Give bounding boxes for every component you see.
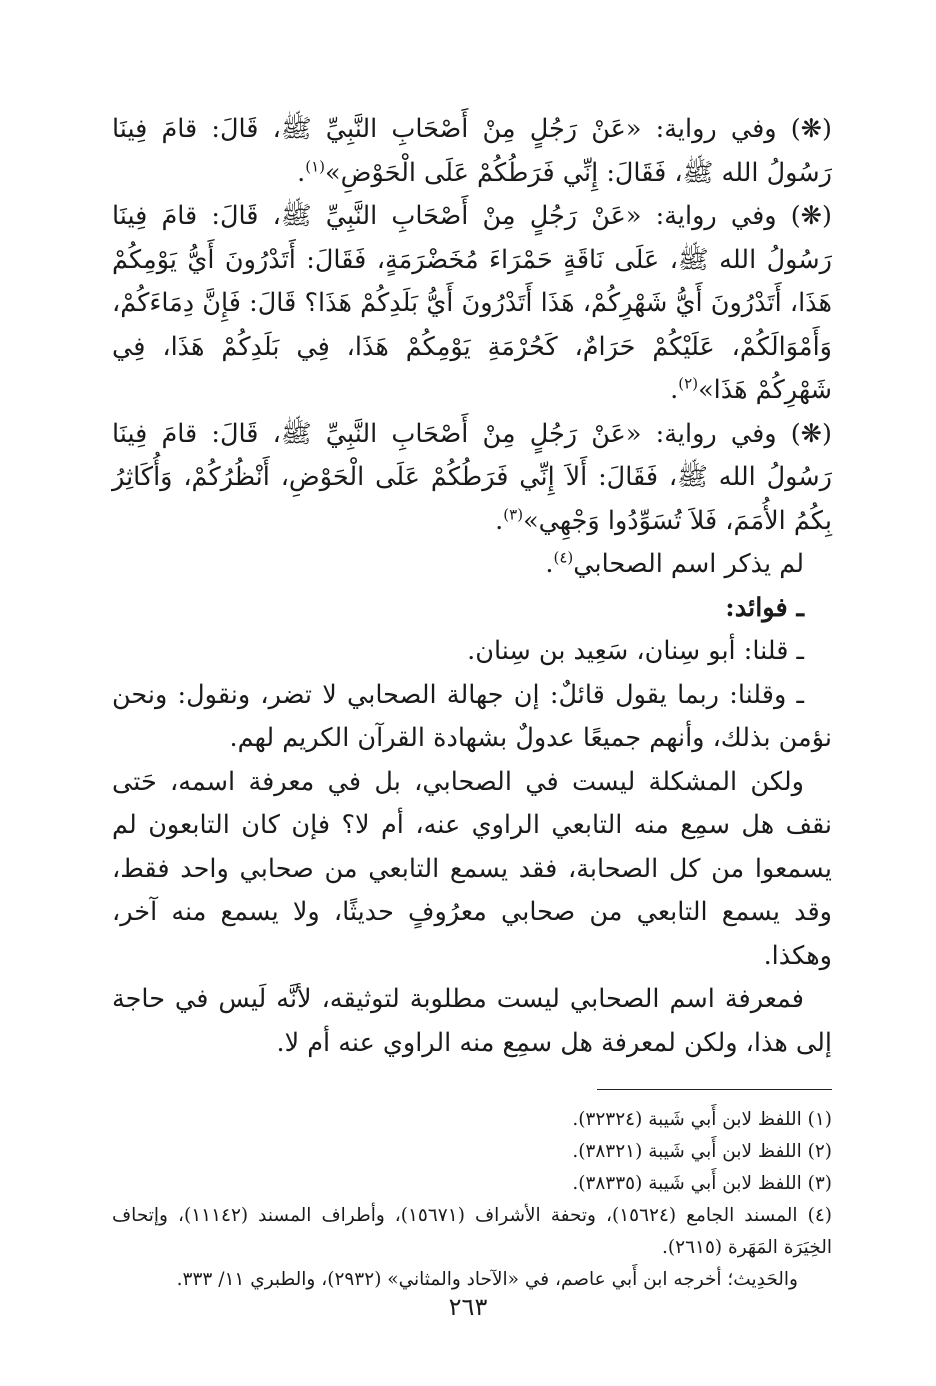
paragraph-hadith-1: (❋) وفي رواية: «عَنْ رَجُلٍ مِنْ أَصْحَابِ النَّبِيِّ ﷺ، قَالَ: قامَ فِينَا رَسُولُ الله ﷺ، فَقَالَ: إِنِّي فَرَطُكُمْ عَلَى الْحَوْضِ»$^{(١)}$.	[112, 114, 832, 188]
paragraph-hadith-3: (❋) وفي رواية: «عَنْ رَجُلٍ مِنْ أَصْحَابِ النَّبِيِّ ﷺ، قَالَ: قامَ فِينَا رَسُولُ الله ﷺ، فَقَالَ: أَلاَ إِنِّي فَرَطُكُمْ عَلَى الْحَوْضِ، أَنْظُرُكُمْ، وَأُكَاثِرُ بِكُمُ الأُمَمَ، فَلاَ تُسَوِّدُوا وَجْهِي»$^{(٣)}$.	[112, 418, 832, 536]
paragraph-text: (❋) وفي رواية: «عَنْ رَجُلٍ مِنْ أَصْحَابِ النَّبِيِّ ﷺ، قَالَ: قامَ فِينَا رَسُولُ الله ﷺ، فَقَالَ: إِنِّي فَرَطُكُمْ عَلَى الْحَوْضِ»	[112, 114, 832, 188]
footnote-ref[interactable]: (٤)	[553, 548, 574, 567]
section-heading-fawaid: ـ فوائد:	[725, 592, 804, 623]
paragraph-hadith-2: (❋) وفي رواية: «عَنْ رَجُلٍ مِنْ أَصْحَابِ النَّبِيِّ ﷺ، قَالَ: قامَ فِينَا رَسُولُ الله ﷺ، عَلَى نَاقَةٍ حَمْرَاءَ مُخَضْرَمَةٍ، فَقَالَ: أَتَدْرُونَ أَيُّ يَوْمِكُمْ هَذَا، أَتَدْرُونَ أَيُّ شَهْرِكُمْ، هَذَا أَتَدْرُونَ أَيُّ بَلَدِكُمْ هَذَا؟ قَالَ: فَإِنَّ دِمَاءَكُمْ، وَأَمْوَالَكُمْ، عَلَيْكُمْ حَرَامٌ، كَحُرْمَةِ يَوْمِكُمْ هَذَا، فِي بَلَدِكُمْ هَذَا، فِي شَهْرِكُمْ هَذَا»$^{(٢)}$.	[112, 201, 832, 405]
footnotes	[112, 1104, 832, 1296]
footnote-2: (٢) اللفظ لابن أَبي شَيبة (٣٨٣٢١).	[572, 1141, 832, 1162]
paragraph-text: (❋) وفي رواية: «عَنْ رَجُلٍ مِنْ أَصْحَابِ النَّبِيِّ ﷺ، قَالَ: قامَ فِينَا رَسُولُ الله ﷺ، فَقَالَ: أَلاَ إِنِّي فَرَطُكُمْ عَلَى الْحَوْضِ، أَنْظُرُكُمْ، وَأُكَاثِرُ بِكُمُ الأُمَمَ، فَلاَ تُسَوِّدُوا وَجْهِي»	[112, 418, 832, 536]
footnote-ref[interactable]: (٢)	[678, 374, 699, 393]
paragraph-note: لم يذكر اسم الصحابي$^{(٤)}$.	[545, 548, 804, 579]
footnote-ref[interactable]: (٣)	[503, 505, 524, 523]
paragraph-text: (❋) وفي رواية: «عَنْ رَجُلٍ مِنْ أَصْحَابِ النَّبِيِّ ﷺ، قَالَ: قامَ فِينَا رَسُولُ الله ﷺ، عَلَى نَاقَةٍ حَمْرَاءَ مُخَضْرَمَةٍ، فَقَالَ: أَتَدْرُونَ أَيُّ يَوْمِكُمْ هَذَا، أَتَدْرُونَ أَيُّ شَهْرِكُمْ، هَذَا أَتَدْرُونَ أَيُّ بَلَدِكُمْ هَذَا؟ قَالَ: فَإِنَّ دِمَاءَكُمْ، وَأَمْوَالَكُمْ، عَلَيْكُمْ حَرَامٌ، كَحُرْمَةِ يَوْمِكُمْ هَذَا، فِي بَلَدِكُمْ هَذَا، فِي شَهْرِكُمْ هَذَا»	[112, 201, 832, 405]
main-text	[112, 108, 832, 1065]
footnote-4-continuation: والحَدِيث؛ أخرجه ابن أَبي عاصم، في «الآحاد والمثاني» (٢٩٣٢)، والطبري ١١/ ٣٣٣.	[176, 1269, 798, 1290]
paragraph-qulna-2: ـ وقلنا: ربما يقول قائلٌ: إن جهالة الصحابي لا تضر، ونقول: ونحن نؤمن بذلك، وأنهم جميعًا عدولٌ بشهادة القرآن الكريم لهم.	[112, 679, 832, 753]
paragraph-discussion-2: فمعرفة اسم الصحابي ليست مطلوبة لتوثيقه، لأنَّه لَيس في حاجة إلى هذا، ولكن لمعرفة هل سمِع منه الراوي عنه أم لا.	[112, 984, 832, 1058]
footnote-ref[interactable]: (١)	[305, 157, 326, 175]
footnote-1: (١) اللفظ لابن أَبي شَيبة (٣٢٣٢٤).	[572, 1109, 832, 1130]
footnote-3: (٣) اللفظ لابن أَبي شَيبة (٣٨٣٣٥).	[572, 1173, 832, 1194]
book-page	[112, 108, 832, 1368]
paragraph-discussion-1: ولكن المشكلة ليست في الصحابي، بل في معرفة اسمه، حَتى نقف هل سمِع منه التابعي الراوي عنه، أم لا؟ فإن كان التابعون لم يسمعوا من كل الصحابة، فقد يسمع التابعي من صحابي واحد فقط، وقد يسمع التابعي من صحابي معرُوفٍ حديثًا، ولا يسمع منه آخر، وهكذا.	[112, 766, 832, 971]
paragraph-qulna-1: ـ قلنا: أبو سِنان، سَعِيد بن سِنان.	[467, 636, 804, 666]
paragraph-text: لم يذكر اسم الصحابي	[573, 549, 804, 579]
footnote-4: (٤) المسند الجامع (١٥٦٢٤)، وتحفة الأشراف (١٥٦٧١)، وأطراف المسند (١١١٤٢)، وإتحاف الخِيَرَة المَهَرة (٢٦١٥).	[112, 1205, 832, 1258]
page-number: ٢٦٣	[448, 1293, 488, 1321]
footnote-divider	[597, 1089, 832, 1090]
